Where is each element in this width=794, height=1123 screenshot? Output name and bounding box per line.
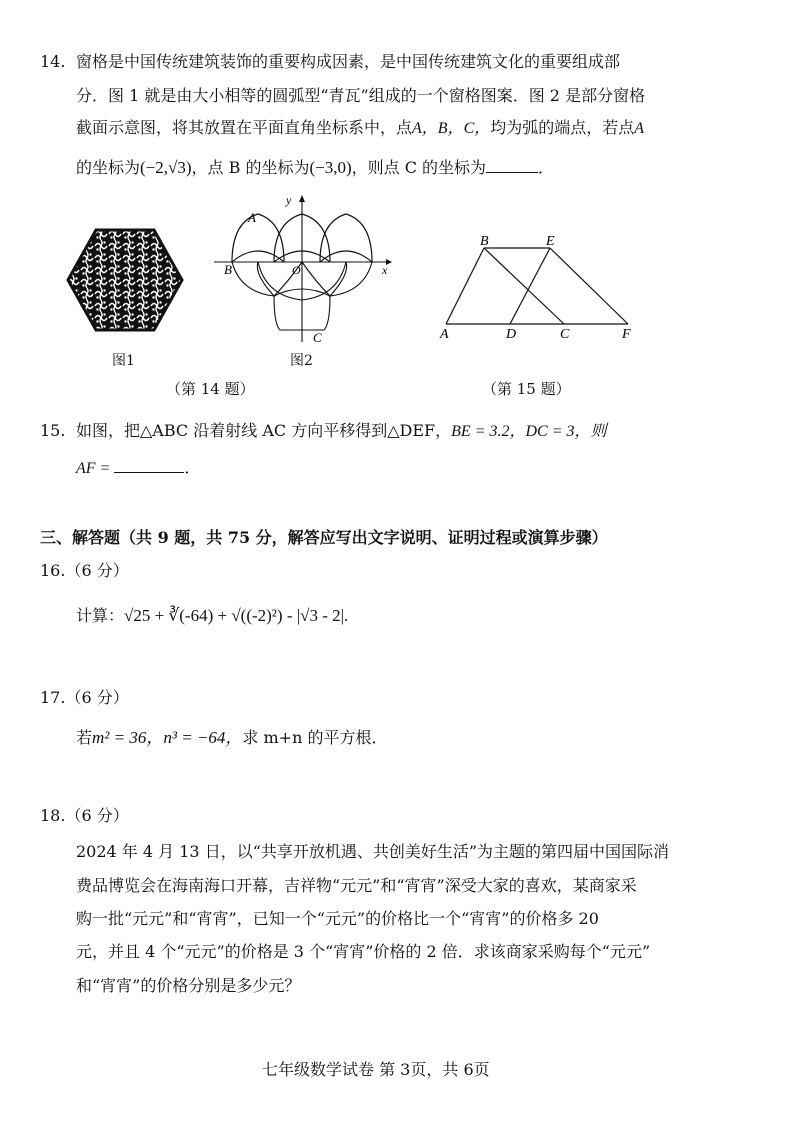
q14-line3-pre: 截面示意图，将其放置在平面直角坐标系中，点 (76, 118, 413, 137)
q15-dc: DC = 3，则 (525, 423, 607, 440)
fig2-point-b: B (224, 262, 232, 277)
q14-line3-vars: A，B，C， (412, 120, 491, 137)
q14-line4 (76, 158, 554, 178)
q14-fig1-label: 图1 (112, 353, 135, 369)
q15-line1 (76, 421, 607, 442)
q14-fig2-label: 图2 (290, 353, 313, 369)
q18-line1: 2024 年 4 月 13 日，以“共享开放机遇、共创美好生活”为主题的第四届中国国际消 (76, 842, 670, 861)
q18-line5: 和“宵宵”的价格分别是多少元？ (76, 976, 301, 995)
q18-line2: 费品博览会在海南海口开幕，吉祥物“元元”和“宵宵”深受大家的喜欢，某商家采 (76, 876, 637, 895)
q17-eq1: m² = 36， (92, 728, 164, 747)
q14-line3-mid: 均为弧的端点，若点 (490, 118, 635, 137)
q16-expression: √25 + ∛(-64) + √((-2)²) - |√3 - 2|. (124, 606, 349, 625)
q14-coord-b: (−3,0) (309, 158, 352, 177)
q15-line1-pre: 如图，把△ABC 沿着射线 AC 方向平移得到△DEF， (76, 421, 452, 440)
q14-caption: （第 14 题） (166, 380, 255, 398)
q17-eq2: n³ = −64， (163, 728, 243, 747)
q17-text-pre: 若 (76, 728, 93, 747)
q18-line3: 购一批“元元”和“宵宵”，已知一个“元元”的价格比一个“宵宵”的价格多 20 (76, 909, 599, 928)
q15-point-c: C (560, 327, 570, 342)
q15-line2 (76, 458, 200, 479)
q16-line (76, 606, 348, 626)
q14-line4-pre: 的坐标为 (76, 158, 141, 177)
q14-line2: 分．图 1 就是由大小相等的圆弧型“青瓦”组成的一个窗格图案．图 2 是部分窗格 (76, 86, 646, 105)
q14-line4-mid: ，点 B 的坐标为 (191, 158, 310, 177)
fig2-x-label: x (382, 263, 388, 277)
q14-figure1-hexagon (66, 228, 184, 332)
q15-point-e: E (546, 234, 555, 249)
q15-line2-end: ． (184, 458, 201, 477)
q14-line4-end: ． (538, 158, 555, 177)
q14-line4-post: ，则点 C 的坐标为 (351, 158, 487, 177)
q16-number: 16.（6 分） (40, 561, 129, 580)
q14-line1: 窗格是中国传统建筑装饰的重要构成因素，是中国传统建筑文化的重要组成部 (76, 52, 621, 71)
fig2-point-a: A (248, 210, 256, 225)
q14-number: 14. (40, 52, 66, 71)
fig2-y-label: y (286, 193, 292, 207)
q14-coord-a: (−2,√3) (140, 158, 192, 177)
q17-line (76, 728, 387, 748)
fig2-origin: O (292, 263, 301, 277)
q15-answer-blank[interactable] (114, 458, 184, 473)
q15-point-d: D (506, 327, 517, 342)
q14-line3-var-end: A (634, 120, 645, 137)
page-footer: 七年级数学试卷 第 3页，共 6页 (262, 1060, 490, 1079)
q15-caption: （第 15 题） (482, 380, 571, 398)
q15-be: BE = 3.2， (451, 423, 526, 440)
fig2-point-c: C (313, 330, 322, 345)
q18-line4: 元，并且 4 个“元元”的价格是 3 个“宵宵”价格的 2 倍．求该商家采购每个“元元” (76, 942, 651, 961)
q15-point-f: F (622, 327, 631, 342)
section3-title: 三、解答题（共 9 题，共 75 分，解答应写出文字说明、证明过程或演算步骤） (40, 528, 608, 547)
q17-number: 17.（6 分） (40, 688, 129, 707)
q17-text-post: 求 m+n 的平方根． (242, 728, 388, 747)
q14-answer-blank[interactable] (486, 158, 538, 173)
q15-af: AF = (76, 460, 111, 477)
q15-number: 15. (40, 421, 66, 440)
q14-figure2-arcs (210, 192, 395, 352)
q15-figure-triangles (436, 234, 640, 342)
q14-line3 (76, 118, 644, 139)
q15-point-b: B (480, 234, 489, 249)
q15-point-a: A (440, 327, 449, 342)
q16-label: 计算： (76, 606, 125, 625)
q18-number: 18.（6 分） (40, 806, 129, 825)
